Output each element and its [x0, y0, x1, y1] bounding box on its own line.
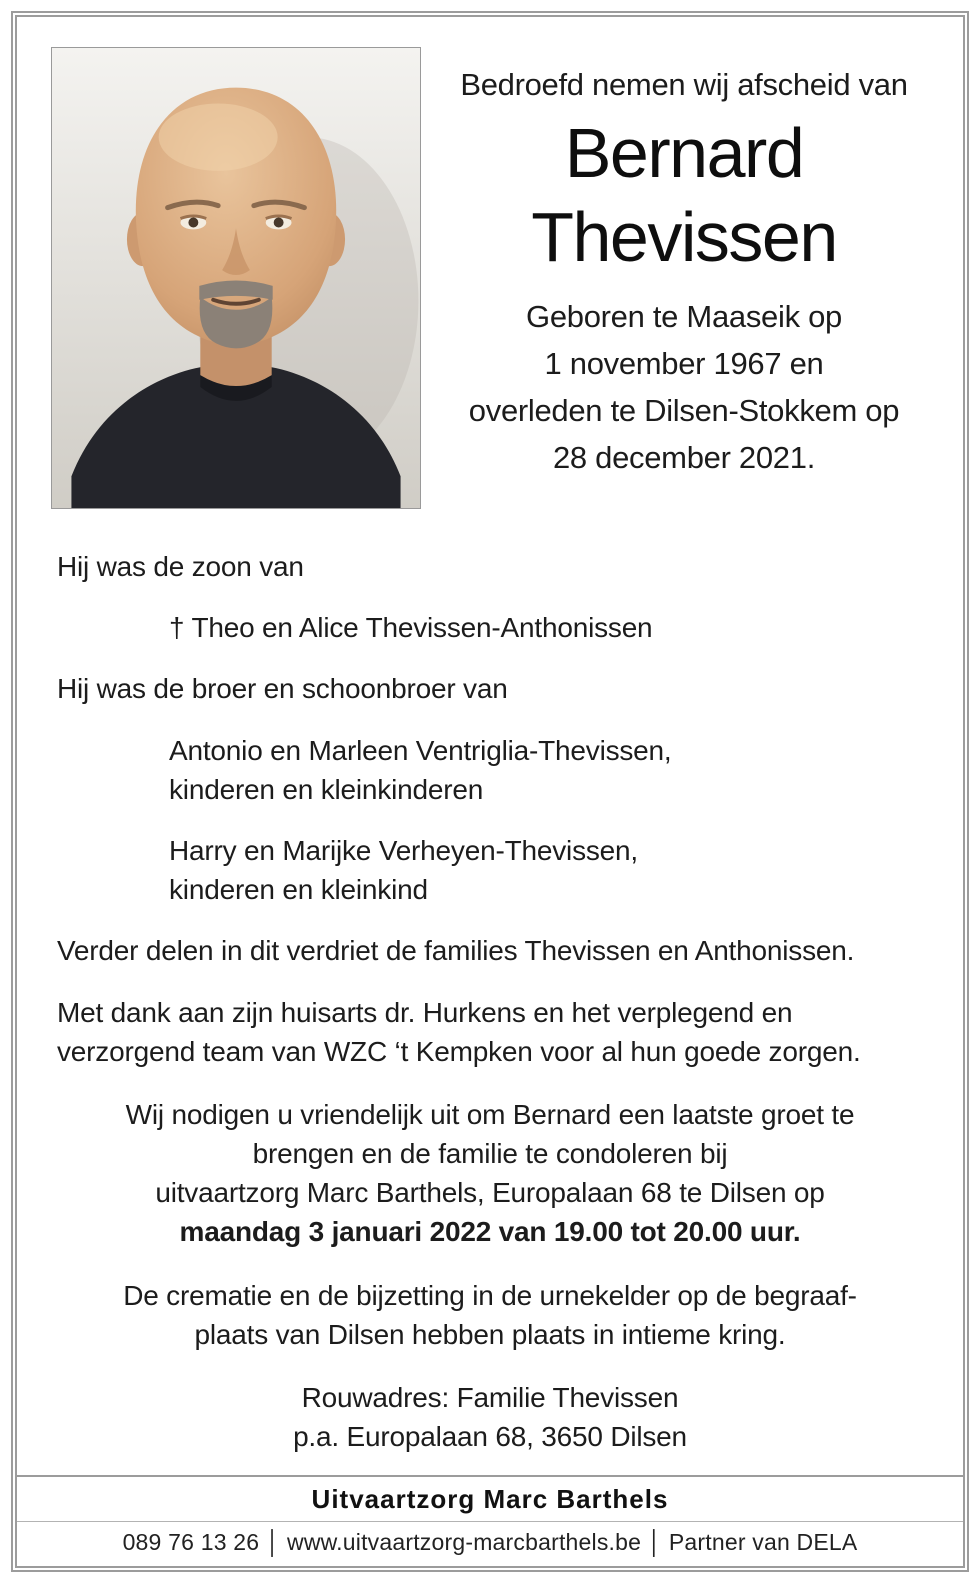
parents-names: † Theo en Alice Thevissen-Anthonissen: [169, 612, 653, 644]
death-date-line: 28 december 2021.: [552, 440, 816, 476]
thanks-paragraph: Met dank aan zijn huisarts dr. Hurkens en het verplegend en verzorgend team van WZC ‘t Kempken voor al hun goede zorgen.: [57, 996, 861, 1067]
invitation-paragraph: [51, 1095, 929, 1252]
funeral-home-contact: 089 76 13 26 │ www.uitvaartzorg-marcbarthels.be │ Partner van DELA: [122, 1529, 858, 1555]
sibling-1-names: Antonio en Marleen Ventriglia-Thevissen,: [169, 734, 672, 766]
mourning-address-line2: p.a. Europalaan 68, 3650 Dilsen: [293, 1421, 687, 1453]
death-place-line: overleden te Dilsen-Stokkem op: [468, 393, 900, 429]
cremation-line: De crematie en de bijzetting in de urnekelder op de begraaf-: [123, 1279, 857, 1311]
invitation-line: uitvaartzorg Marc Barthels, Europalaan 68 te Dilsen op: [155, 1177, 825, 1209]
sibling-2-names: Harry en Marijke Verheyen-Thevissen,: [169, 834, 638, 866]
sibling-family-2: [169, 831, 929, 909]
farewell-intro: Bedroefd nemen wij afscheid van: [460, 67, 908, 102]
header-text: [421, 47, 929, 481]
brother-intro: Hij was de broer en schoonbroer van: [57, 673, 508, 705]
portrait-photo: [51, 47, 421, 509]
deceased-first-name: Bernard: [564, 114, 804, 192]
sibling-family-1: [169, 731, 929, 809]
portrait-illustration: [52, 48, 420, 508]
mourning-address: [51, 1378, 929, 1456]
header-section: [51, 47, 929, 509]
birth-place-line: Geboren te Maaseik op: [526, 299, 842, 334]
cremation-line: plaats van Dilsen hebben plaats in intieme kring.: [194, 1318, 786, 1350]
son-of-intro: Hij was de zoon van: [57, 551, 304, 582]
cremation-paragraph: [51, 1276, 929, 1354]
visitation-datetime: maandag 3 januari 2022 van 19.00 tot 20.00 uur.: [179, 1216, 801, 1248]
funeral-home-footer: [17, 1475, 963, 1566]
invitation-line: Wij nodigen u vriendelijk uit om Bernard een laatste groet te: [125, 1098, 855, 1130]
sibling-1-children: kinderen en kleinkinderen: [169, 773, 484, 805]
announcement-card: [11, 11, 969, 1572]
birth-death-details: [443, 293, 925, 481]
mourning-address-line1: Rouwadres: Familie Thevissen: [301, 1382, 679, 1413]
deceased-last-name: Thevissen: [531, 198, 837, 276]
families-line: Verder delen in dit verdriet de families Thevissen en Anthonissen.: [57, 935, 855, 967]
birth-date-line: 1 november 1967 en: [544, 346, 824, 382]
sibling-2-children: kinderen en kleinkind: [169, 874, 428, 906]
funeral-home-name: Uitvaartzorg Marc Barthels: [17, 1477, 963, 1522]
announcement-body: [51, 509, 929, 1456]
invitation-line: brengen en de familie te condoleren bij: [252, 1138, 728, 1170]
